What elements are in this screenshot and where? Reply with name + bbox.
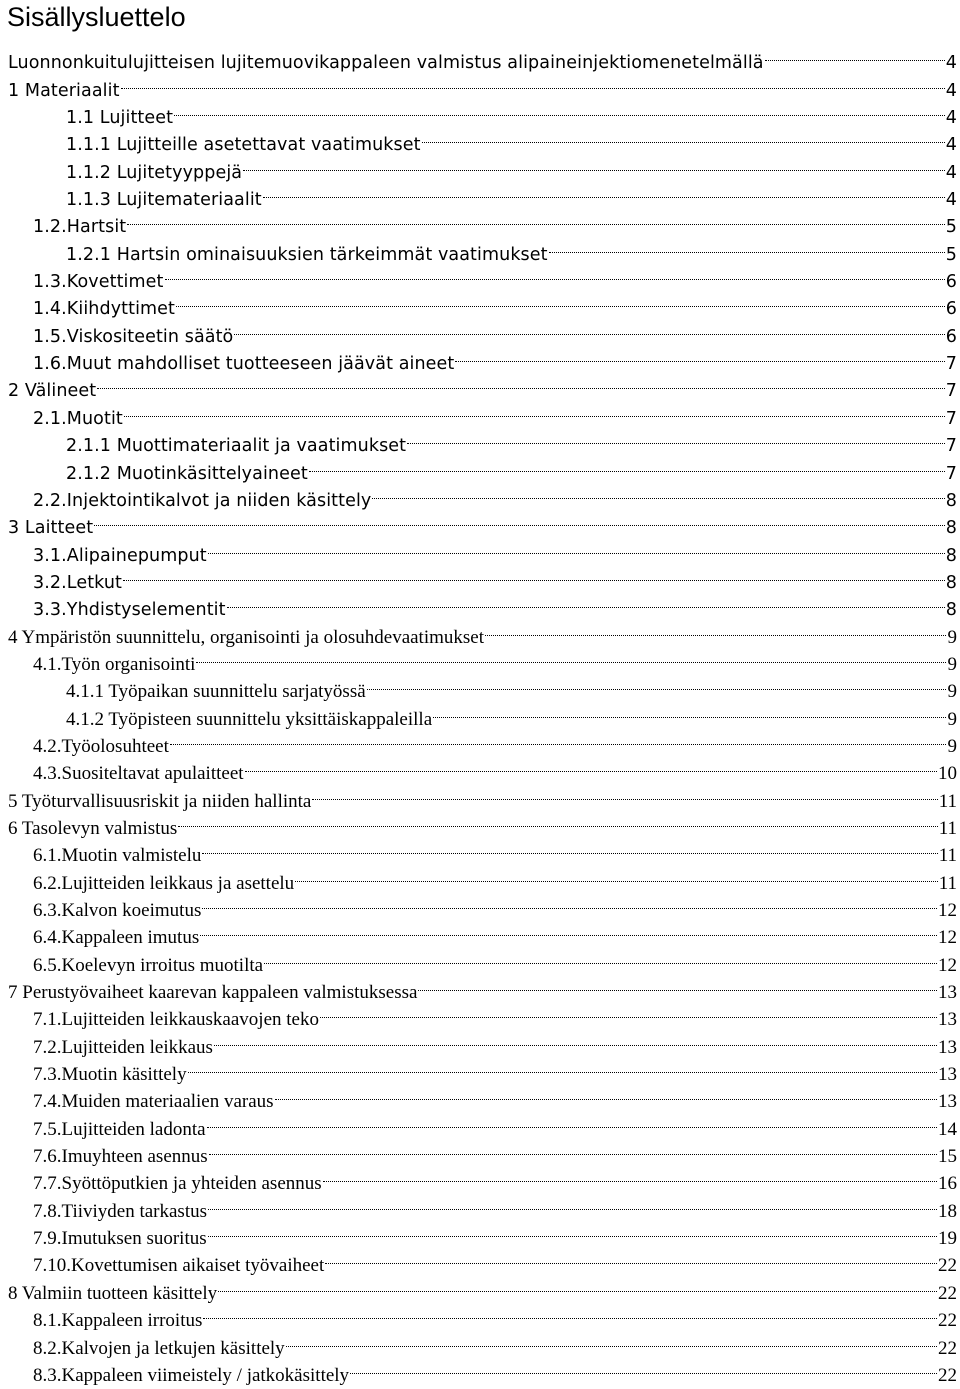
toc-entry-page-number: 13 xyxy=(938,1064,957,1086)
toc-entry-label: 4 Ympäristön suunnittelu, organisointi ja olosuhdevaatimukset xyxy=(8,626,485,648)
toc-entry-label: 1.1.2 Lujitetyyppejä xyxy=(66,162,243,183)
toc-dot-leader xyxy=(218,1271,937,1298)
toc-entry-label: Luonnonkuitulujitteisen lujitemuovikappaleen valmistus alipaineinjektiomenetelmällä xyxy=(8,53,764,74)
toc-entry-label: 7.7.Syöttöputkien ja yhteiden asennus xyxy=(33,1173,322,1195)
toc-dot-leader xyxy=(188,1053,937,1080)
toc-entry[interactable] xyxy=(0,424,960,457)
toc-entry-label: 2.2.Injektointikalvot ja niiden käsittely xyxy=(33,490,372,511)
page-title: Sisällysluettelo xyxy=(7,2,186,32)
toc-entry-label: 7.2.Lujitteiden leikkaus xyxy=(33,1036,213,1058)
toc-entry-page-number: 8 xyxy=(945,490,957,511)
toc-dot-leader xyxy=(227,588,945,615)
toc-entry-label: 3.2.Letkut xyxy=(33,572,123,593)
table-of-contents xyxy=(0,41,960,1386)
toc-entry-page-number: 4 xyxy=(945,190,957,211)
toc-entry-page-number: 11 xyxy=(938,872,957,894)
toc-entry-page-number: 14 xyxy=(938,1118,957,1140)
toc-entry-label: 4.1.Työn organisointi xyxy=(33,653,196,675)
toc-entry-label: 7.4.Muiden materiaalien varaus xyxy=(33,1091,274,1113)
toc-entry-page-number: 8 xyxy=(945,518,957,539)
toc-entry[interactable] xyxy=(0,232,960,265)
toc-entry[interactable] xyxy=(0,396,960,429)
toc-entry[interactable] xyxy=(0,588,960,621)
toc-dot-leader xyxy=(170,725,946,752)
toc-entry-page-number: 13 xyxy=(938,982,957,1004)
toc-dot-leader xyxy=(549,232,945,259)
toc-dot-leader xyxy=(350,1354,937,1381)
toc-entry-page-number: 13 xyxy=(938,1091,957,1113)
toc-entry-label: 4.2.Työolosuhteet xyxy=(33,735,169,757)
toc-dot-leader xyxy=(196,643,946,670)
toc-entry-page-number: 19 xyxy=(938,1228,957,1250)
toc-dot-leader xyxy=(202,834,937,861)
toc-entry-label: 8.3.Kappaleen viimeistely / jatkokäsittely xyxy=(33,1364,350,1386)
toc-entry-page-number: 8 xyxy=(945,545,957,566)
toc-entry-page-number: 8 xyxy=(945,600,957,621)
toc-entry[interactable] xyxy=(0,205,960,238)
toc-entry[interactable] xyxy=(0,68,960,101)
toc-dot-leader xyxy=(94,506,945,533)
toc-entry-label: 2.1.2 Muotinkäsittelyaineet xyxy=(66,463,308,484)
toc-dot-leader xyxy=(234,314,944,341)
toc-entry-label: 6.4.Kappaleen imutus xyxy=(33,927,200,949)
toc-entry-page-number: 11 xyxy=(938,790,957,812)
toc-entry-page-number: 22 xyxy=(938,1337,957,1359)
toc-dot-leader xyxy=(320,998,937,1025)
toc-entry-page-number: 6 xyxy=(945,326,957,347)
toc-entry-page-number: 7 xyxy=(945,436,957,457)
toc-dot-leader xyxy=(485,615,946,642)
toc-entry-page-number: 9 xyxy=(947,708,957,730)
toc-dot-leader xyxy=(165,260,945,287)
toc-entry[interactable] xyxy=(0,96,960,129)
toc-entry-page-number: 6 xyxy=(945,299,957,320)
toc-entry-label: 1.4.Kiihdyttimet xyxy=(33,299,176,320)
toc-entry-page-number: 6 xyxy=(945,272,957,293)
toc-entry-label: 7.5.Lujitteiden ladonta xyxy=(33,1118,206,1140)
toc-dot-leader xyxy=(124,396,945,423)
toc-dot-leader xyxy=(455,342,944,369)
toc-dot-leader xyxy=(418,971,937,998)
toc-entry-page-number: 4 xyxy=(945,80,957,101)
toc-entry-label: 7.10.Kovettumisen aikaiset työvaiheet xyxy=(33,1255,325,1277)
toc-entry-page-number: 4 xyxy=(945,108,957,129)
toc-entry-label: 7.6.Imuyhteen asennus xyxy=(33,1146,208,1168)
toc-entry-page-number: 15 xyxy=(938,1146,957,1168)
toc-entry-label: 4.3.Suositeltavat apulaitteet xyxy=(33,763,244,785)
toc-entry-label: 1.1.1 Lujitteille asetettavat vaatimukset xyxy=(66,135,421,156)
toc-dot-leader xyxy=(372,479,944,506)
toc-dot-leader xyxy=(309,451,945,478)
toc-entry-page-number: 8 xyxy=(945,572,957,593)
toc-entry-label: 7.8.Tiiviyden tarkastus xyxy=(33,1200,207,1222)
toc-entry-label: 1.2.1 Hartsin ominaisuuksien tärkeimmät vaatimukset xyxy=(66,244,548,265)
toc-dot-leader xyxy=(208,533,945,560)
toc-entry-label: 2.1.Muotit xyxy=(33,408,123,429)
toc-dot-leader xyxy=(275,1080,937,1107)
toc-dot-leader xyxy=(286,1326,937,1353)
toc-entry-page-number: 9 xyxy=(947,735,957,757)
toc-entry-label: 1.1 Lujitteet xyxy=(66,108,174,129)
toc-dot-leader xyxy=(367,670,946,697)
toc-dot-leader xyxy=(263,178,945,205)
toc-dot-leader xyxy=(208,1189,937,1216)
toc-entry-label: 3.1.Alipainepumput xyxy=(33,545,207,566)
toc-dot-leader xyxy=(123,561,945,588)
toc-dot-leader xyxy=(208,1217,937,1244)
toc-entry-label: 2.1.1 Muottimateriaalit ja vaatimukset xyxy=(66,436,407,457)
toc-entry-label: 1.1.3 Lujitemateriaalit xyxy=(66,190,262,211)
toc-entry[interactable] xyxy=(0,533,960,566)
toc-dot-leader xyxy=(295,861,938,888)
toc-dot-leader xyxy=(200,916,937,943)
toc-entry-label: 7.9.Imutuksen suoritus xyxy=(33,1228,207,1250)
toc-entry-page-number: 7 xyxy=(945,354,957,375)
toc-entry-label: 1.6.Muut mahdolliset tuotteeseen jäävät aineet xyxy=(33,354,455,375)
toc-entry-label: 6 Tasolevyn valmistus xyxy=(8,817,178,839)
toc-entry-label: 8 Valmiin tuotteen käsittely xyxy=(8,1282,218,1304)
toc-entry-label: 6.5.Koelevyn irroitus muotilta xyxy=(33,954,264,976)
toc-entry-page-number: 10 xyxy=(938,763,957,785)
toc-dot-leader xyxy=(178,807,937,834)
toc-entry-label: 7 Perustyövaiheet kaarevan kappaleen valmistuksessa xyxy=(8,982,418,1004)
toc-entry-page-number: 12 xyxy=(938,954,957,976)
toc-dot-leader xyxy=(176,287,945,314)
toc-entry-page-number: 18 xyxy=(938,1200,957,1222)
toc-entry-page-number: 4 xyxy=(945,162,957,183)
toc-dot-leader xyxy=(214,1025,937,1052)
toc-dot-leader xyxy=(765,41,945,68)
toc-entry-label: 2 Välineet xyxy=(8,381,97,402)
toc-entry-label: 6.2.Lujitteiden leikkaus ja asettelu xyxy=(33,872,295,894)
toc-entry-page-number: 13 xyxy=(938,1009,957,1031)
toc-entry-label: 6.1.Muotin valmistelu xyxy=(33,845,202,867)
toc-dot-leader xyxy=(243,150,945,177)
toc-dot-leader xyxy=(207,1107,937,1134)
toc-entry-page-number: 7 xyxy=(945,463,957,484)
toc-entry-label: 4.1.2 Työpisteen suunnittelu yksittäiskappaleilla xyxy=(66,708,433,730)
toc-entry-page-number: 12 xyxy=(938,927,957,949)
toc-dot-leader xyxy=(433,697,946,724)
toc-entry-label: 4.1.1 Työpaikan suunnittelu sarjatyössä xyxy=(66,681,366,703)
toc-entry-page-number: 16 xyxy=(938,1173,957,1195)
toc-entry-page-number: 4 xyxy=(945,135,957,156)
toc-dot-leader xyxy=(203,1299,937,1326)
toc-entry-page-number: 7 xyxy=(945,408,957,429)
toc-entry-page-number: 7 xyxy=(945,381,957,402)
toc-entry-page-number: 9 xyxy=(947,626,957,648)
toc-entry-label: 7.1.Lujitteiden leikkauskaavojen teko xyxy=(33,1009,319,1031)
toc-dot-leader xyxy=(422,123,945,150)
toc-dot-leader xyxy=(264,943,937,970)
toc-entry[interactable] xyxy=(0,41,960,74)
toc-entry-label: 8.1.Kappaleen irroitus xyxy=(33,1310,203,1332)
toc-entry-page-number: 12 xyxy=(938,900,957,921)
toc-entry-page-number: 13 xyxy=(938,1036,957,1058)
toc-dot-leader xyxy=(174,96,945,123)
toc-entry-label: 1.2.Hartsit xyxy=(33,217,127,238)
toc-dot-leader xyxy=(325,1244,937,1271)
toc-entry-label: 6.3.Kalvon koeimutus xyxy=(33,900,202,921)
toc-dot-leader xyxy=(121,68,945,95)
toc-entry-page-number: 9 xyxy=(947,681,957,703)
toc-entry-label: 5 Työturvallisuusriskit ja niiden hallinta xyxy=(8,790,312,812)
toc-entry-label: 7.3.Muotin käsittely xyxy=(33,1064,187,1086)
toc-entry-page-number: 4 xyxy=(945,53,957,74)
toc-entry-label: 3.3.Yhdistyselementit xyxy=(33,600,226,621)
toc-entry-page-number: 5 xyxy=(945,217,957,238)
toc-dot-leader xyxy=(312,779,937,806)
toc-entry[interactable] xyxy=(0,561,960,593)
toc-entry-label: 1.5.Viskositeetin säätö xyxy=(33,326,234,347)
toc-entry-page-number: 11 xyxy=(938,817,957,839)
toc-dot-leader xyxy=(127,205,944,232)
toc-entry[interactable] xyxy=(0,506,960,539)
toc-entry[interactable] xyxy=(0,369,960,402)
toc-dot-leader xyxy=(323,1162,937,1189)
toc-entry-label: 1.3.Kovettimet xyxy=(33,272,164,293)
toc-dot-leader xyxy=(407,424,945,451)
toc-dot-leader xyxy=(97,369,945,396)
toc-entry-label: 3 Laitteet xyxy=(8,518,94,539)
toc-entry-page-number: 9 xyxy=(947,653,957,675)
toc-entry-label: 8.2.Kalvojen ja letkujen käsittely xyxy=(33,1337,285,1359)
toc-entry-page-number: 22 xyxy=(938,1364,957,1386)
toc-entry-page-number: 22 xyxy=(938,1282,957,1304)
toc-dot-leader xyxy=(245,752,937,779)
toc-entry-label: 1 Materiaalit xyxy=(8,80,120,101)
toc-entry-page-number: 5 xyxy=(945,244,957,265)
toc-entry-page-number: 22 xyxy=(938,1255,957,1277)
toc-entry-page-number: 11 xyxy=(938,845,957,867)
toc-dot-leader xyxy=(202,889,937,916)
toc-dot-leader xyxy=(209,1135,937,1162)
toc-entry-page-number: 22 xyxy=(938,1310,957,1332)
